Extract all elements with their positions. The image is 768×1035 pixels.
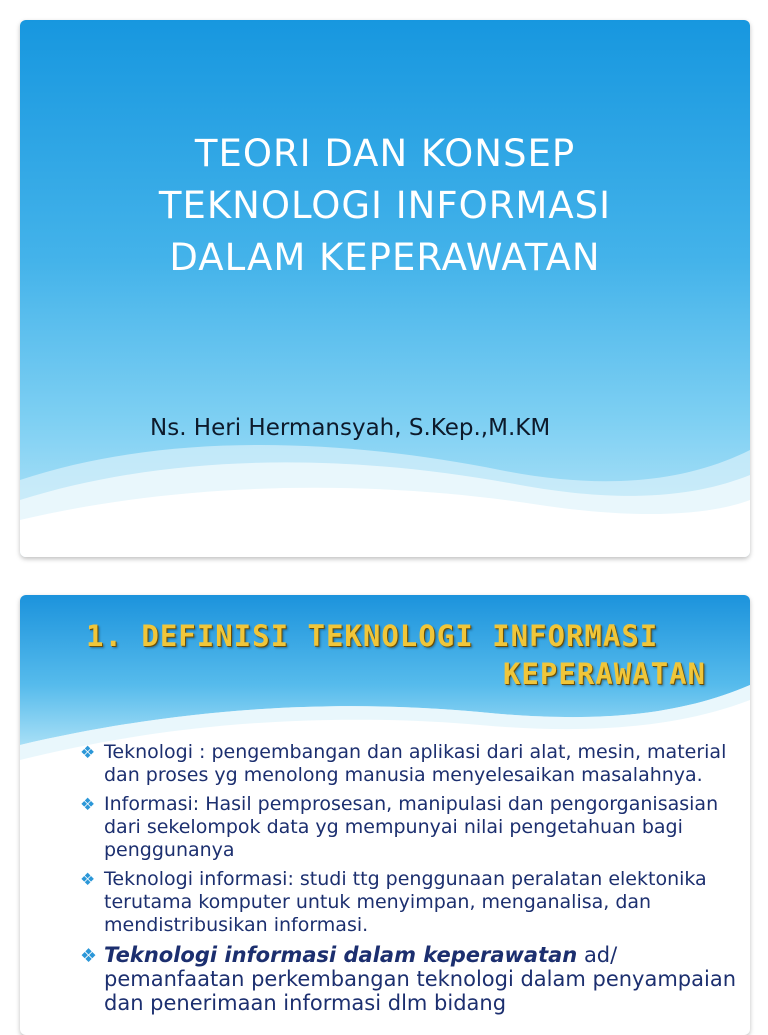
bullet-text: Teknologi : pengembangan dan aplikasi dari alat, mesin, material dan proses yg menolong manusia menyelesaikan masalahnya. [104, 741, 727, 786]
slide-heading [86, 617, 706, 693]
diamond-bullet-icon: ❖ [80, 743, 96, 763]
slide-title [20, 128, 750, 284]
heading-line: KEPERAWATAN [502, 657, 706, 691]
diamond-bullet-icon: ❖ [80, 945, 98, 967]
list-item [80, 868, 740, 937]
diamond-bullet-icon: ❖ [80, 870, 96, 890]
list-item [80, 793, 740, 862]
title-slide [20, 20, 750, 557]
bullet-text: Informasi: Hasil pemprosesan, manipulasi dan pengorganisasian dari sekelompok data yg mempunyai nilai pengetahuan bagi penggunanya [104, 793, 719, 861]
list-item [80, 943, 740, 1015]
heading-line: 1. DEFINISI TEKNOLOGI INFORMASI [86, 619, 659, 653]
bullet-text: ad/ pemanfaatan perkembangan teknologi dalam penyampaian dan penerimaan informasi dlm bidang [104, 943, 737, 1015]
list-item [80, 741, 740, 787]
content-slide [20, 595, 750, 1035]
title-line: TEKNOLOGI INFORMASI [158, 184, 612, 227]
bullet-emphasis: Teknologi informasi dalam keperawatan [104, 943, 578, 967]
author-name: Ns. Heri Hermansyah, S.Kep.,M.KM [150, 415, 551, 441]
diamond-bullet-icon: ❖ [80, 795, 96, 815]
definition-list [80, 741, 740, 1021]
bullet-text: Teknologi informasi: studi ttg penggunaan peralatan elektonika terutama komputer untuk menyimpan, menganalisa, dan mendistribusikan informasi. [104, 868, 707, 936]
title-line: TEORI DAN KONSEP [194, 132, 576, 175]
title-line: DALAM KEPERAWATAN [169, 236, 601, 279]
